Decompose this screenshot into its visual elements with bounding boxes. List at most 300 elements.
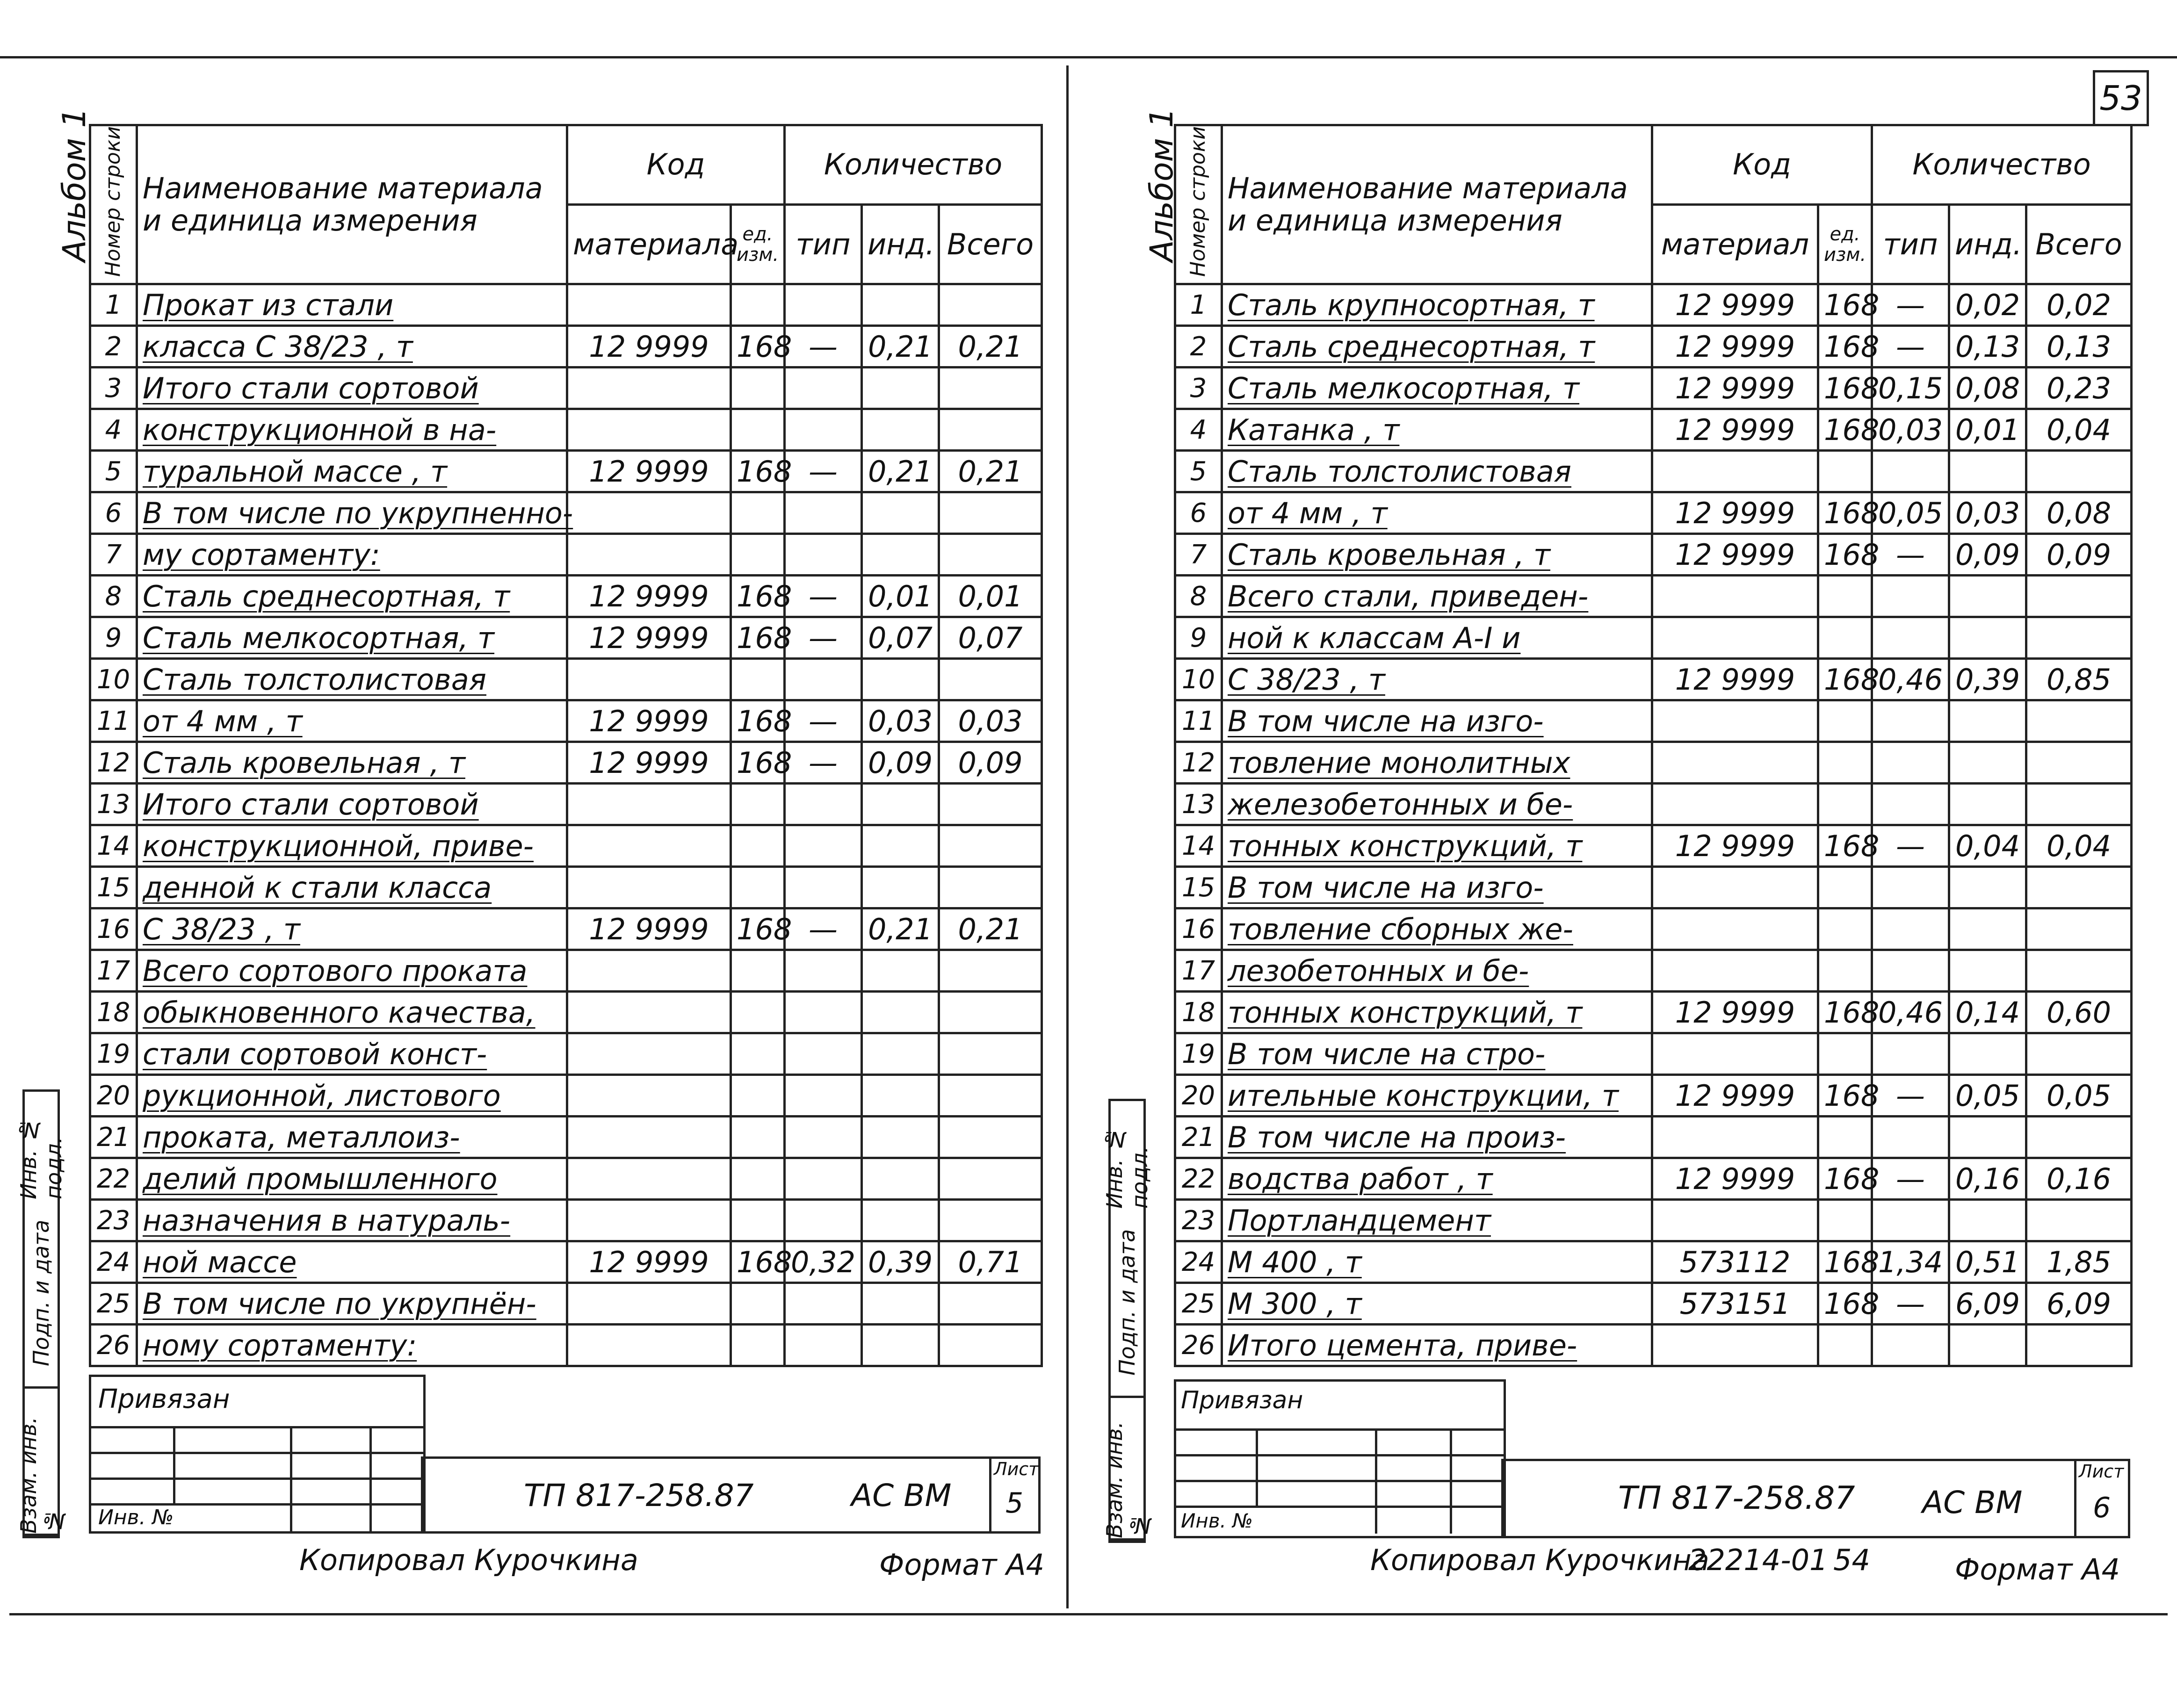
row-type <box>785 492 862 534</box>
spec-table-left <box>89 124 1043 1367</box>
row-name: от 4 мм , т <box>1222 492 1652 534</box>
row-number: 3 <box>90 368 137 409</box>
row-code: 12 9999 <box>567 451 731 492</box>
row-code <box>567 825 731 867</box>
row-unit <box>1818 950 1872 992</box>
row-type: — <box>1872 326 1949 368</box>
row-ind <box>1949 700 2026 742</box>
row-unit <box>731 867 785 908</box>
row-name: денной к стали класса <box>137 867 567 908</box>
row-type <box>1872 867 1949 908</box>
row-code: 12 9999 <box>567 617 731 659</box>
row-ind: 6,09 <box>1949 1283 2026 1325</box>
table-row <box>90 409 1042 451</box>
table-row <box>1175 368 2132 409</box>
row-code <box>1652 908 1818 950</box>
row-type: 0,46 <box>1872 659 1949 700</box>
row-code <box>567 409 731 451</box>
row-name: ной массе <box>137 1241 567 1283</box>
table-row <box>90 1075 1042 1117</box>
row-ind <box>862 784 939 825</box>
row-total <box>2026 1033 2132 1075</box>
table-row <box>1175 659 2132 700</box>
row-total <box>2026 1325 2132 1366</box>
row-name: от 4 мм , т <box>137 700 567 742</box>
row-type <box>785 368 862 409</box>
row-name: лезобетонных и бе- <box>1222 950 1652 992</box>
table-row <box>90 1283 1042 1325</box>
row-number: 17 <box>1175 950 1222 992</box>
title-block-left <box>89 1375 1041 1534</box>
row-total <box>2026 617 2132 659</box>
row-total: 0,60 <box>2026 992 2132 1033</box>
row-total <box>939 825 1042 867</box>
row-ind <box>862 950 939 992</box>
row-code <box>1652 617 1818 659</box>
table-row <box>1175 1283 2132 1325</box>
row-total <box>939 1117 1042 1158</box>
row-name: М 400 , т <box>1222 1241 1652 1283</box>
row-unit: 168 <box>731 700 785 742</box>
row-number: 6 <box>1175 492 1222 534</box>
col-unit-header: ед. изм. <box>731 205 785 284</box>
row-type: — <box>1872 1075 1949 1117</box>
row-code <box>1652 1325 1818 1366</box>
row-number: 23 <box>90 1200 137 1241</box>
row-number: 25 <box>90 1283 137 1325</box>
row-name: тонных конструкций, т <box>1222 825 1652 867</box>
row-unit <box>731 284 785 326</box>
row-total <box>939 992 1042 1033</box>
row-code <box>567 284 731 326</box>
row-unit <box>1818 1325 1872 1366</box>
row-type <box>785 1158 862 1200</box>
row-unit <box>1818 576 1872 617</box>
row-name: тонных конструкций, т <box>1222 992 1652 1033</box>
row-total: 6,09 <box>2026 1283 2132 1325</box>
col-name-header: Наименование материала и единица измерения <box>137 125 567 284</box>
row-unit <box>731 368 785 409</box>
row-code <box>1652 576 1818 617</box>
row-code <box>567 534 731 576</box>
row-ind <box>862 1117 939 1158</box>
row-name: В том числе по укрупненно- <box>137 492 567 534</box>
col-type-header: тип <box>785 205 862 284</box>
row-unit <box>731 1325 785 1366</box>
side-strip-sign: Подп. и дата <box>1111 1209 1143 1398</box>
row-unit: 168 <box>1818 1075 1872 1117</box>
row-number: 1 <box>90 284 137 326</box>
inv-label: Инв. № <box>1181 1509 1253 1532</box>
row-number: 25 <box>1175 1283 1222 1325</box>
row-unit: 168 <box>1818 534 1872 576</box>
album-label-left: Альбом 1 <box>56 108 93 262</box>
row-total <box>939 1033 1042 1075</box>
row-ind: 0,16 <box>1949 1158 2026 1200</box>
row-number: 15 <box>90 867 137 908</box>
row-total <box>939 1158 1042 1200</box>
row-number: 8 <box>1175 576 1222 617</box>
row-unit: 168 <box>1818 659 1872 700</box>
row-name: делий промышленного <box>137 1158 567 1200</box>
table-row <box>1175 825 2132 867</box>
table-row <box>90 950 1042 992</box>
row-name: товление сборных же- <box>1222 908 1652 950</box>
table-row <box>90 284 1042 326</box>
row-unit <box>731 492 785 534</box>
table-row <box>90 576 1042 617</box>
col-ind-header: инд. <box>1949 205 2026 284</box>
row-ind <box>862 1283 939 1325</box>
table-row <box>90 617 1042 659</box>
row-number: 20 <box>1175 1075 1222 1117</box>
row-name: Сталь кровельная , т <box>137 742 567 784</box>
row-type <box>785 534 862 576</box>
row-type: — <box>785 576 862 617</box>
row-code: 12 9999 <box>567 742 731 784</box>
row-type: 1,34 <box>1872 1241 1949 1283</box>
row-unit <box>731 409 785 451</box>
row-name: товление монолитных <box>1222 742 1652 784</box>
row-number: 14 <box>90 825 137 867</box>
row-number: 7 <box>90 534 137 576</box>
row-unit <box>731 659 785 700</box>
row-type <box>1872 742 1949 784</box>
row-name: туральной массе , т <box>137 451 567 492</box>
row-unit <box>731 1158 785 1200</box>
row-type: — <box>785 742 862 784</box>
row-code <box>1652 1033 1818 1075</box>
row-code <box>1652 1200 1818 1241</box>
row-total: 0,13 <box>2026 326 2132 368</box>
row-code <box>567 992 731 1033</box>
row-total: 0,21 <box>939 326 1042 368</box>
row-type: 0,15 <box>1872 368 1949 409</box>
table-row <box>1175 1158 2132 1200</box>
row-unit <box>731 534 785 576</box>
row-number: 26 <box>90 1325 137 1366</box>
row-type <box>785 950 862 992</box>
row-code: 573112 <box>1652 1241 1818 1283</box>
row-code <box>567 950 731 992</box>
row-number: 13 <box>90 784 137 825</box>
row-number: 6 <box>90 492 137 534</box>
row-unit: 168 <box>731 617 785 659</box>
row-total <box>939 1325 1042 1366</box>
row-total: 0,85 <box>2026 659 2132 700</box>
table-row <box>90 1033 1042 1075</box>
row-code: 12 9999 <box>1652 534 1818 576</box>
row-total: 0,04 <box>2026 409 2132 451</box>
side-strip-inv: Инв. № подл. <box>16 1117 66 1199</box>
row-name: Итого стали сортовой <box>137 784 567 825</box>
side-strip-sign: Подп. и дата <box>25 1199 58 1389</box>
table-row <box>90 1325 1042 1366</box>
row-number: 14 <box>1175 825 1222 867</box>
table-row <box>1175 1200 2132 1241</box>
row-name: железобетонных и бе- <box>1222 784 1652 825</box>
row-code: 12 9999 <box>1652 992 1818 1033</box>
row-type <box>785 1200 862 1241</box>
center-fold-line <box>1066 65 1069 1608</box>
row-number: 26 <box>1175 1325 1222 1366</box>
row-name: С 38/23 , т <box>1222 659 1652 700</box>
row-unit: 168 <box>731 451 785 492</box>
table-row <box>90 825 1042 867</box>
row-type: 0,46 <box>1872 992 1949 1033</box>
side-strip-replace: Взам. инв. № <box>25 1389 58 1536</box>
row-code: 12 9999 <box>1652 326 1818 368</box>
row-unit: 168 <box>1818 409 1872 451</box>
row-total <box>939 492 1042 534</box>
row-number: 1 <box>1175 284 1222 326</box>
table-row <box>1175 784 2132 825</box>
row-code <box>1652 700 1818 742</box>
row-number: 2 <box>1175 326 1222 368</box>
row-type: — <box>1872 284 1949 326</box>
row-ind: 0,03 <box>862 700 939 742</box>
row-total <box>939 409 1042 451</box>
row-name: Сталь толстолистовая <box>137 659 567 700</box>
row-code <box>567 1033 731 1075</box>
table-row <box>1175 700 2132 742</box>
row-type: — <box>1872 1283 1949 1325</box>
row-number: 13 <box>1175 784 1222 825</box>
row-total <box>2026 908 2132 950</box>
row-type <box>1872 908 1949 950</box>
row-number: 16 <box>1175 908 1222 950</box>
row-ind: 0,14 <box>1949 992 2026 1033</box>
row-total <box>939 1200 1042 1241</box>
page-number: 53 <box>2093 70 2149 126</box>
table-row <box>1175 908 2132 950</box>
table-row <box>1175 284 2132 326</box>
table-row <box>90 326 1042 368</box>
doc-number: ТП 817-258.87 <box>524 1477 754 1513</box>
table-row <box>90 1158 1042 1200</box>
row-total: 0,21 <box>939 908 1042 950</box>
row-name: конструкционной, приве- <box>137 825 567 867</box>
table-body-left <box>90 284 1042 1366</box>
row-code <box>567 1325 731 1366</box>
row-unit: 168 <box>731 576 785 617</box>
row-number: 24 <box>1175 1241 1222 1283</box>
row-total: 0,71 <box>939 1241 1042 1283</box>
row-number: 21 <box>1175 1117 1222 1158</box>
row-total: 0,09 <box>2026 534 2132 576</box>
col-type-header: тип <box>1872 205 1949 284</box>
row-type <box>1872 1325 1949 1366</box>
row-total <box>2026 950 2132 992</box>
row-ind <box>1949 576 2026 617</box>
row-type <box>785 409 862 451</box>
row-code: 12 9999 <box>1652 1158 1818 1200</box>
row-total <box>2026 451 2132 492</box>
row-ind: 0,08 <box>1949 368 2026 409</box>
row-name: В том числе по укрупнён- <box>137 1283 567 1325</box>
copied-by-left: Копировал Курочкина <box>299 1543 638 1577</box>
row-code <box>1652 451 1818 492</box>
row-number: 9 <box>1175 617 1222 659</box>
row-unit: 168 <box>1818 1283 1872 1325</box>
row-unit: 168 <box>1818 326 1872 368</box>
row-name: В том числе на изго- <box>1222 700 1652 742</box>
row-name: С 38/23 , т <box>137 908 567 950</box>
row-ind <box>862 409 939 451</box>
col-quantity-header: Количество <box>1872 125 2132 205</box>
row-code <box>1652 1117 1818 1158</box>
top-border-line <box>0 56 2177 58</box>
row-ind: 0,09 <box>862 742 939 784</box>
doc-code: АС ВМ <box>851 1477 952 1513</box>
row-code <box>567 492 731 534</box>
row-number: 19 <box>1175 1033 1222 1075</box>
row-ind <box>862 992 939 1033</box>
row-ind: 0,21 <box>862 908 939 950</box>
table-row <box>1175 1075 2132 1117</box>
row-total <box>2026 700 2132 742</box>
row-unit <box>1818 742 1872 784</box>
row-total: 0,01 <box>939 576 1042 617</box>
row-number: 19 <box>90 1033 137 1075</box>
row-ind <box>862 534 939 576</box>
row-ind <box>862 284 939 326</box>
row-number: 12 <box>1175 742 1222 784</box>
table-row <box>1175 534 2132 576</box>
row-type <box>785 1283 862 1325</box>
row-name: водства работ , т <box>1222 1158 1652 1200</box>
row-code <box>567 1200 731 1241</box>
row-name: класса С 38/23 , т <box>137 326 567 368</box>
row-code <box>567 659 731 700</box>
row-type: — <box>1872 534 1949 576</box>
row-number: 22 <box>1175 1158 1222 1200</box>
col-total-header: Всего <box>939 205 1042 284</box>
row-total <box>939 1283 1042 1325</box>
row-unit <box>1818 700 1872 742</box>
side-strip-replace: Взам. инв. № <box>1111 1398 1143 1541</box>
row-name: конструкционной в на- <box>137 409 567 451</box>
row-name: обыкновенного качества, <box>137 992 567 1033</box>
row-total: 0,16 <box>2026 1158 2132 1200</box>
row-unit <box>1818 784 1872 825</box>
side-strip-left <box>16 1089 66 1538</box>
row-ind <box>862 867 939 908</box>
table-row <box>1175 492 2132 534</box>
table-row <box>1175 742 2132 784</box>
row-ind: 0,39 <box>862 1241 939 1283</box>
row-ind <box>862 1325 939 1366</box>
row-unit <box>1818 617 1872 659</box>
row-code: 573151 <box>1652 1283 1818 1325</box>
row-total: 0,21 <box>939 451 1042 492</box>
row-name: Итого цемента, приве- <box>1222 1325 1652 1366</box>
row-number: 5 <box>90 451 137 492</box>
sheet-label: Лист <box>994 1459 1039 1479</box>
table-row <box>90 1200 1042 1241</box>
row-ind: 0,01 <box>862 576 939 617</box>
row-code <box>567 1117 731 1158</box>
row-total <box>2026 1117 2132 1158</box>
row-code <box>1652 742 1818 784</box>
row-name: Портландцемент <box>1222 1200 1652 1241</box>
row-total <box>939 368 1042 409</box>
row-type: — <box>785 451 862 492</box>
row-unit <box>1818 908 1872 950</box>
row-ind: 0,13 <box>1949 326 2026 368</box>
col-material-header: материал <box>1652 205 1818 284</box>
row-total: 1,85 <box>2026 1241 2132 1283</box>
row-number: 23 <box>1175 1200 1222 1241</box>
row-total <box>939 867 1042 908</box>
row-name: Сталь толстолистовая <box>1222 451 1652 492</box>
col-row-no-header: Номер строки <box>90 125 137 284</box>
row-name: Сталь среднесортная, т <box>137 576 567 617</box>
row-name: М 300 , т <box>1222 1283 1652 1325</box>
row-ind: 0,51 <box>1949 1241 2026 1283</box>
row-name: Сталь среднесортная, т <box>1222 326 1652 368</box>
album-label-right: Альбом 1 <box>1143 108 1180 262</box>
row-type <box>785 867 862 908</box>
side-strip-right <box>1102 1099 1152 1543</box>
row-total: 0,23 <box>2026 368 2132 409</box>
row-ind <box>1949 784 2026 825</box>
order-number: 22214-01 <box>1688 1543 1828 1577</box>
row-code <box>1652 784 1818 825</box>
row-unit: 168 <box>1818 825 1872 867</box>
col-unit-header: ед. изм. <box>1818 205 1872 284</box>
row-type: — <box>785 326 862 368</box>
row-code: 12 9999 <box>567 908 731 950</box>
row-ind <box>862 1075 939 1117</box>
row-unit <box>731 784 785 825</box>
row-type <box>1872 1200 1949 1241</box>
row-unit <box>731 1075 785 1117</box>
row-total <box>2026 576 2132 617</box>
row-number: 17 <box>90 950 137 992</box>
row-ind: 0,03 <box>1949 492 2026 534</box>
row-code <box>567 784 731 825</box>
row-type: — <box>785 700 862 742</box>
row-number: 4 <box>90 409 137 451</box>
side-strip-inv: Инв. № подл. <box>1102 1127 1152 1209</box>
row-total <box>939 1075 1042 1117</box>
row-number: 2 <box>90 326 137 368</box>
title-block-right <box>1174 1379 2130 1538</box>
table-row <box>90 742 1042 784</box>
row-type <box>785 659 862 700</box>
table-row <box>90 492 1042 534</box>
row-ind <box>1949 908 2026 950</box>
row-unit: 168 <box>731 1241 785 1283</box>
row-name: Сталь мелкосортная, т <box>1222 368 1652 409</box>
row-ind <box>862 1158 939 1200</box>
row-type <box>1872 784 1949 825</box>
row-total <box>2026 867 2132 908</box>
row-name: ной к классам А-I и <box>1222 617 1652 659</box>
format-left: Формат А4 <box>879 1548 1045 1582</box>
row-name: ному сортаменту: <box>137 1325 567 1366</box>
row-name: В том числе на произ- <box>1222 1117 1652 1158</box>
format-right: Формат А4 <box>1955 1552 2120 1586</box>
row-number: 4 <box>1175 409 1222 451</box>
doc-number: ТП 817-258.87 <box>1618 1480 1855 1517</box>
table-row <box>1175 1325 2132 1366</box>
spec-table-right <box>1174 124 2133 1367</box>
row-ind <box>1949 1200 2026 1241</box>
row-ind: 0,39 <box>1949 659 2026 700</box>
row-code: 12 9999 <box>567 1241 731 1283</box>
